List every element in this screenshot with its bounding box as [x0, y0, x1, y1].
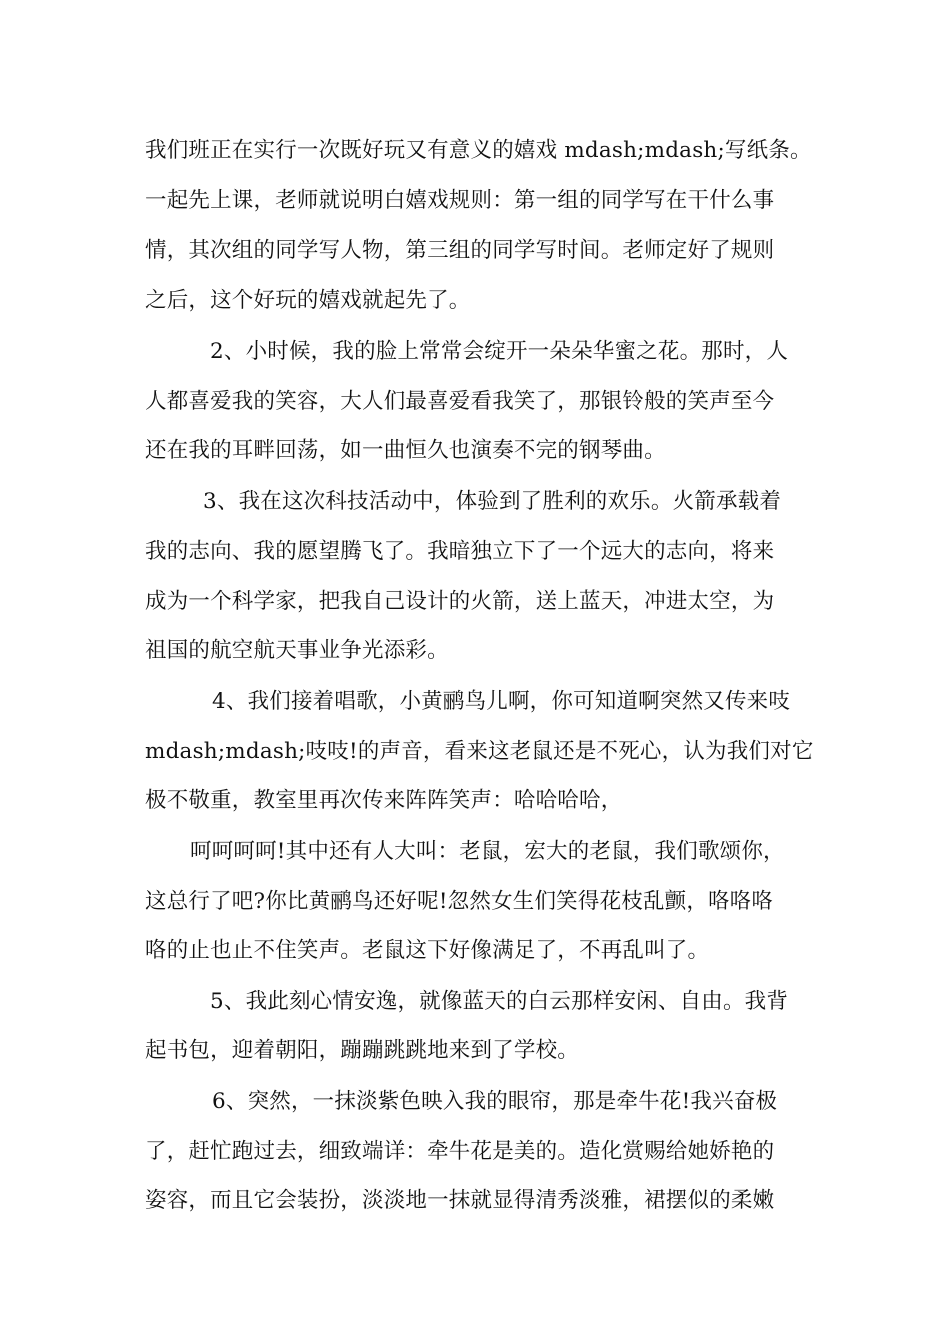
text-line: 这总行了吧?你比黄鹂鸟还好呢!忽然女生们笑得花枝乱颤，咯咯咯 [145, 889, 774, 914]
text-line: 之后，这个好玩的嬉戏就起先了。 [145, 288, 471, 313]
text-line: 情，其次组的同学写人物，第三组的同学写时间。老师定好了规则 [145, 238, 775, 263]
text-line: 还在我的耳畔回荡，如一曲恒久也演奏不完的钢琴曲。 [145, 438, 666, 463]
paragraph-5-first-line: 5、我此刻心情安逸，就像蓝天的白云那样安闲、自由。我背 [210, 989, 789, 1014]
text-line: 姿容，而且它会装扮，淡淡地一抹就显得清秀淡雅，裙摆似的柔嫩 [145, 1188, 775, 1213]
paragraph-6-first-line: 6、突然，一抹淡紫色映入我的眼帘，那是牵牛花!我兴奋极 [212, 1089, 778, 1114]
text-line: 人都喜爱我的笑容，大人们最喜爱看我笑了，那银铃般的笑声至今 [145, 389, 775, 414]
paragraph-2-first-line: 2、小时候，我的脸上常常会绽开一朵朵华蜜之花。那时，人 [210, 339, 789, 364]
text-line: 起书包，迎着朝阳，蹦蹦跳跳地来到了学校。 [145, 1038, 580, 1063]
paragraph-3-first-line: 3、我在这次科技活动中，体验到了胜利的欢乐。火箭承载着 [203, 489, 782, 514]
text-line: 极不敬重，教室里再次传来阵阵笑声：哈哈哈哈， [145, 788, 623, 813]
text-line: 了，赶忙跑过去，细致端详：牵牛花是美的。造化赏赐给她娇艳的 [145, 1139, 775, 1164]
paragraph-4-first-line: 4、我们接着唱歌，小黄鹂鸟儿啊，你可知道啊突然又传来吱 [212, 689, 791, 714]
text-line: 一起先上课，老师就说明白嬉戏规则：第一组的同学写在干什么事 [145, 188, 775, 213]
text-line: 我们班正在实行一次既好玩又有意义的嬉戏 mdash;mdash;写纸条。 [145, 138, 812, 163]
text-line: mdash;mdash;吱吱!的声音，看来这老鼠还是不死心，认为我们对它 [145, 739, 814, 764]
text-line: 咯的止也止不住笑声。老鼠这下好像满足了，不再乱叫了。 [145, 938, 710, 963]
text-line: 我的志向、我的愿望腾飞了。我暗独立下了一个远大的志向，将来 [145, 539, 775, 564]
text-line: 祖国的航空航天事业争光添彩。 [145, 638, 449, 663]
paragraph-4b-first-line: 呵呵呵呵!其中还有人大叫：老鼠，宏大的老鼠，我们歌颂你， [190, 839, 785, 864]
text-line: 成为一个科学家，把我自己设计的火箭，送上蓝天，冲进太空，为 [145, 589, 775, 614]
